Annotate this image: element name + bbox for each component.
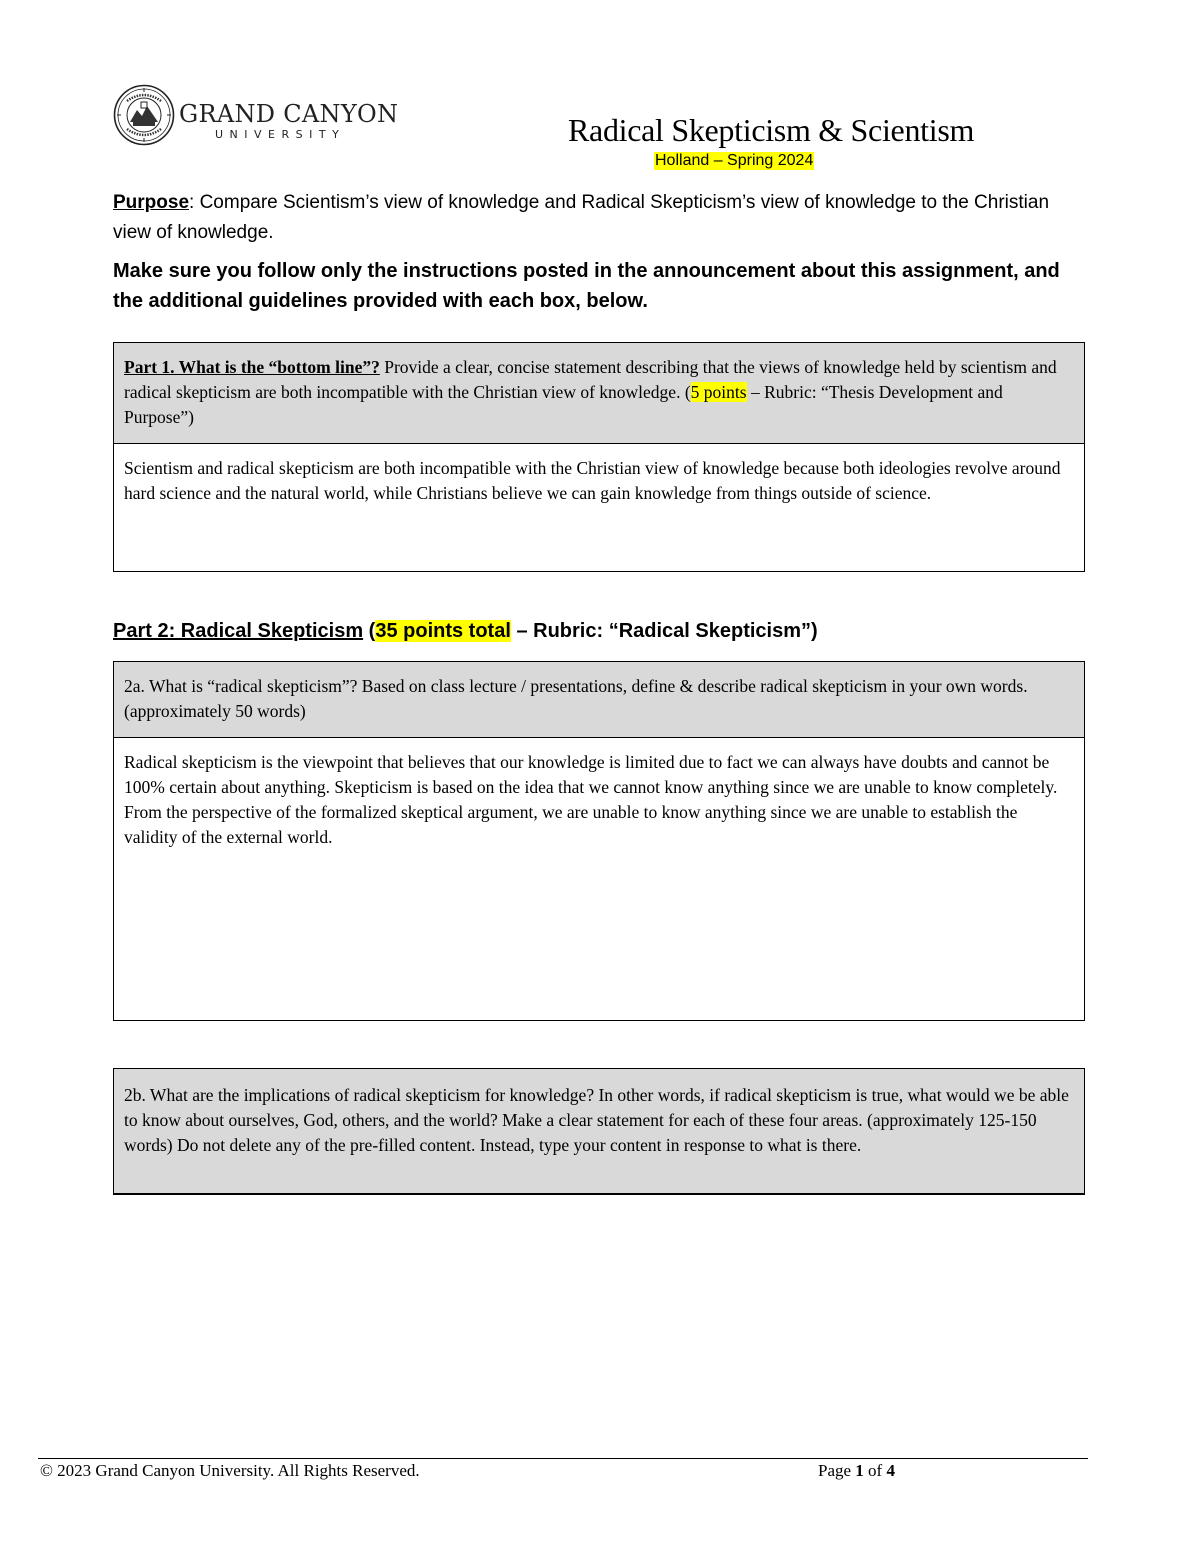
- part1-points: 5 points: [690, 382, 747, 402]
- university-seal-icon: [113, 84, 175, 146]
- part1-prompt-tail: – Rubric: “Thesis Development and Purpose”): [124, 382, 1003, 427]
- part2a-response[interactable]: Radical skepticism is the viewpoint that believes that our knowledge is limited due to fact we can always have doubts and cannot be 100% certain about anything. Skepticism is based on the idea that we cannot know anything since we are unable to know completely. From the perspective of the formalized skeptical argument, we are unable to know anything since we are unable to establish the validity of the external world.: [124, 752, 1058, 847]
- purpose-label: Purpose: [113, 192, 190, 213]
- part2-heading: [113, 620, 818, 643]
- part2b-box: [113, 1068, 1085, 1195]
- footer-page-total: 4: [886, 1461, 895, 1480]
- part1-response[interactable]: Scientism and radical skepticism are both incompatible with the Christian view of knowledge because both ideologies revolve around hard science and the natural world, while Christians believe we can gain knowledge from things outside of science.: [124, 458, 1061, 503]
- part2-heading-tail: – Rubric: “Radical Skepticism”): [510, 620, 818, 642]
- document-title: Radical Skepticism & Scientism: [568, 112, 975, 148]
- purpose-paragraph: [113, 188, 1088, 248]
- logo-wordmark: GRAND CANYON: [179, 100, 399, 128]
- part1-prompt-text: Provide a clear, concise statement describing that the views of knowledge held by scientism and radical skepticism are both incompatible with the Christian view of knowledge. (: [124, 357, 1057, 402]
- part1-prompt: [114, 343, 1084, 444]
- part2-heading-label: Part 2: Radical Skepticism: [113, 620, 364, 642]
- purpose-text: : Compare Scientism’s view of knowledge and Radical Skepticism’s view of knowledge to the Christian view of knowledge.: [113, 192, 1050, 243]
- footer-page-number: [818, 1461, 895, 1481]
- part1-box: [113, 342, 1085, 572]
- part2a-box: [113, 661, 1085, 1021]
- footer-page-prefix: Page: [818, 1461, 856, 1480]
- university-logo: [113, 84, 399, 148]
- footer-page-current: 1: [855, 1461, 864, 1480]
- part2a-prompt: 2a. What is “radical skepticism”? Based on class lecture / presentations, define & describe radical skepticism in your own words. (approximately 50 words): [114, 662, 1084, 738]
- document-subtitle: Holland – Spring 2024: [655, 152, 814, 169]
- instructions-paragraph: Make sure you follow only the instructions posted in the announcement about this assignment, and the additional guidelines provided with each box, below.: [113, 260, 1060, 312]
- part2b-prompt: 2b. What are the implications of radical skepticism for knowledge? In other words, if radical skepticism is true, what would we be able to know about ourselves, God, others, and the world? Make a clear statement for each of these four areas. (approximately 125-150 words) Do not delete any of the pre-filled content. Instead, type your content in response to what is there.: [114, 1069, 1084, 1193]
- part2-heading-open: (: [363, 620, 376, 642]
- part1-label: Part 1. What is the “bottom line”?: [124, 357, 380, 377]
- footer-copyright: © 2023 Grand Canyon University. All Rights Reserved.: [40, 1461, 420, 1480]
- footer-page-of: of: [863, 1461, 887, 1480]
- footer-divider: [38, 1458, 1088, 1459]
- part2-heading-points: 35 points total: [375, 620, 511, 642]
- logo-subtext: UNIVERSITY: [215, 128, 346, 141]
